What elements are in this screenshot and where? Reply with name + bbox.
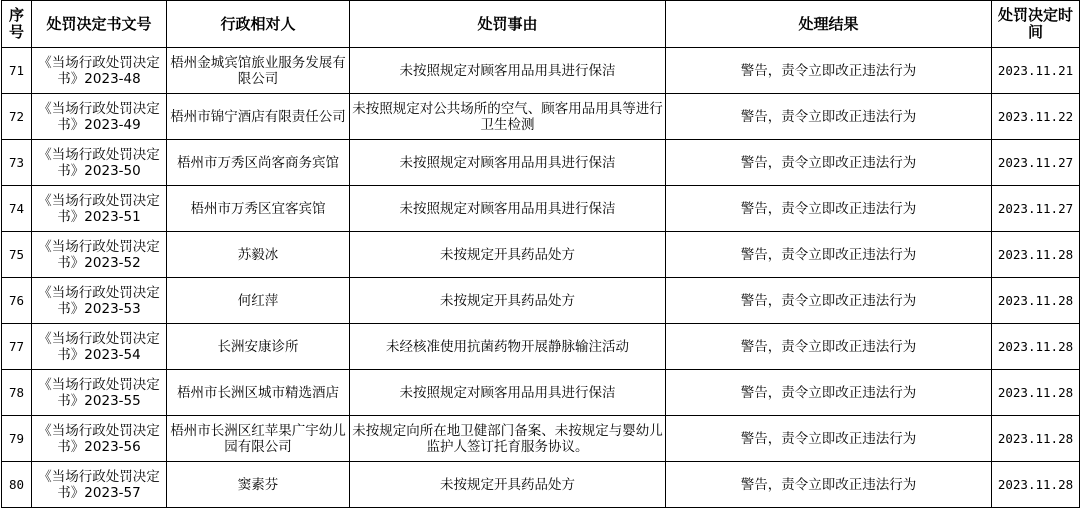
cell-reason: 未按照规定对公共场所的空气、顾客用品用具等进行卫生检测 xyxy=(350,94,666,140)
cell-reason: 未按规定向所在地卫健部门备案、未按规定与婴幼儿监护人签订托育服务协议。 xyxy=(350,416,666,462)
cell-index: 78 xyxy=(2,370,32,416)
cell-reason: 未经核准使用抗菌药物开展静脉输注活动 xyxy=(350,324,666,370)
cell-index: 72 xyxy=(2,94,32,140)
cell-doc-no: 《当场行政处罚决定书》2023-54 xyxy=(32,324,167,370)
cell-party: 梧州市长洲区城市精选酒店 xyxy=(167,370,350,416)
table-row xyxy=(2,232,1080,278)
cell-date: 2023.11.28 xyxy=(992,462,1080,508)
cell-index: 76 xyxy=(2,278,32,324)
cell-date: 2023.11.27 xyxy=(992,140,1080,186)
cell-doc-no: 《当场行政处罚决定书》2023-48 xyxy=(32,48,167,94)
cell-party: 窦素芬 xyxy=(167,462,350,508)
cell-party: 苏毅冰 xyxy=(167,232,350,278)
table-row xyxy=(2,94,1080,140)
cell-date: 2023.11.28 xyxy=(992,370,1080,416)
table-row xyxy=(2,416,1080,462)
cell-index: 75 xyxy=(2,232,32,278)
cell-doc-no: 《当场行政处罚决定书》2023-49 xyxy=(32,94,167,140)
cell-index: 79 xyxy=(2,416,32,462)
cell-doc-no: 《当场行政处罚决定书》2023-53 xyxy=(32,278,167,324)
cell-doc-no: 《当场行政处罚决定书》2023-57 xyxy=(32,462,167,508)
cell-result: 警告，责令立即改正违法行为 xyxy=(666,278,992,324)
cell-date: 2023.11.27 xyxy=(992,186,1080,232)
penalty-table xyxy=(1,0,1080,508)
cell-doc-no: 《当场行政处罚决定书》2023-52 xyxy=(32,232,167,278)
cell-party: 梧州市万秀区尚客商务宾馆 xyxy=(167,140,350,186)
cell-index: 73 xyxy=(2,140,32,186)
header-party: 行政相对人 xyxy=(167,1,350,48)
cell-party: 何红萍 xyxy=(167,278,350,324)
cell-party: 梧州金城宾馆旅业服务发展有限公司 xyxy=(167,48,350,94)
cell-date: 2023.11.28 xyxy=(992,278,1080,324)
table-row xyxy=(2,370,1080,416)
cell-index: 71 xyxy=(2,48,32,94)
header-result: 处理结果 xyxy=(666,1,992,48)
cell-reason: 未按照规定对顾客用品用具进行保洁 xyxy=(350,186,666,232)
cell-reason: 未按照规定对顾客用品用具进行保洁 xyxy=(350,140,666,186)
table-row xyxy=(2,324,1080,370)
table-row xyxy=(2,278,1080,324)
cell-reason: 未按规定开具药品处方 xyxy=(350,278,666,324)
cell-party: 长洲安康诊所 xyxy=(167,324,350,370)
cell-date: 2023.11.21 xyxy=(992,48,1080,94)
cell-reason: 未按规定开具药品处方 xyxy=(350,462,666,508)
cell-party: 梧州市万秀区宜客宾馆 xyxy=(167,186,350,232)
cell-date: 2023.11.28 xyxy=(992,324,1080,370)
cell-result: 警告，责令立即改正违法行为 xyxy=(666,48,992,94)
header-index: 序号 xyxy=(2,1,32,48)
cell-doc-no: 《当场行政处罚决定书》2023-56 xyxy=(32,416,167,462)
cell-doc-no: 《当场行政处罚决定书》2023-51 xyxy=(32,186,167,232)
table-row xyxy=(2,462,1080,508)
cell-doc-no: 《当场行政处罚决定书》2023-50 xyxy=(32,140,167,186)
cell-result: 警告，责令立即改正违法行为 xyxy=(666,94,992,140)
cell-result: 警告，责令立即改正违法行为 xyxy=(666,140,992,186)
cell-result: 警告，责令立即改正违法行为 xyxy=(666,232,992,278)
table-row xyxy=(2,48,1080,94)
cell-reason: 未按照规定对顾客用品用具进行保洁 xyxy=(350,48,666,94)
cell-party: 梧州市长洲区红苹果广宇幼儿园有限公司 xyxy=(167,416,350,462)
cell-result: 警告，责令立即改正违法行为 xyxy=(666,324,992,370)
cell-date: 2023.11.28 xyxy=(992,416,1080,462)
cell-result: 警告，责令立即改正违法行为 xyxy=(666,370,992,416)
table-header-row xyxy=(2,1,1080,48)
table-row xyxy=(2,140,1080,186)
cell-index: 77 xyxy=(2,324,32,370)
cell-index: 80 xyxy=(2,462,32,508)
cell-result: 警告，责令立即改正违法行为 xyxy=(666,416,992,462)
cell-date: 2023.11.28 xyxy=(992,232,1080,278)
cell-doc-no: 《当场行政处罚决定书》2023-55 xyxy=(32,370,167,416)
header-doc-no: 处罚决定书文号 xyxy=(32,1,167,48)
cell-reason: 未按照规定对顾客用品用具进行保洁 xyxy=(350,370,666,416)
cell-reason: 未按规定开具药品处方 xyxy=(350,232,666,278)
table-row xyxy=(2,186,1080,232)
header-reason: 处罚事由 xyxy=(350,1,666,48)
cell-result: 警告，责令立即改正违法行为 xyxy=(666,186,992,232)
cell-index: 74 xyxy=(2,186,32,232)
cell-party: 梧州市锦宁酒店有限责任公司 xyxy=(167,94,350,140)
cell-date: 2023.11.22 xyxy=(992,94,1080,140)
cell-result: 警告，责令立即改正违法行为 xyxy=(666,462,992,508)
header-date: 处罚决定时间 xyxy=(992,1,1080,48)
